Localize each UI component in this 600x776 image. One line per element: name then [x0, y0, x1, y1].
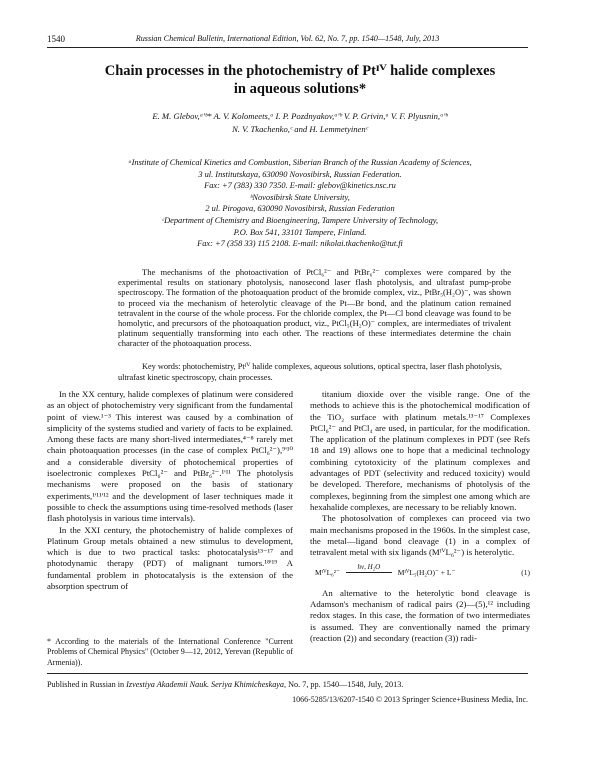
affiliation-line: Fax: +7 (358 33) 115 2108. E-mail: nikolai.tkachenko@tut.fi: [197, 239, 403, 249]
title-line: Chain processes in the photochemistry of Ptᴵⱽ halide complexes: [104, 63, 496, 79]
right-column: [310, 389, 530, 644]
russian-journal-name: Izvestiya Akademii Nauk. Seriya Khimicheskaya,: [126, 680, 287, 689]
published-prefix: Published in Russian in: [47, 680, 125, 689]
affiliation-line: 2 ul. Pirogova, 630090 Novosibirsk, Russian Federation: [205, 204, 395, 214]
body-paragraph: In the XX century, halide complexes of platinum were considered as an object of photochemistry very significant from the fundamental point of view.¹⁻³ This interest was caused by a combination of simplicity of the systems studied and variety of facts to be explained. Among these facts are many short-lived intermediates,⁴⁻⁸ rarely met chain photoaquation processes (in the case of complex PtCl₆²⁻),⁹'¹⁰ and a considerable diversity of photochemical properties of isoelectronic complexes PtCl₆²⁻ and PtBr₆²⁻.¹'¹¹ The photolysis mechanisms were proposed on the basis of stationary experiments,¹'¹¹'¹² and the development of laser techniques made it possible to check the assumptions using time-resolved methods (laser flash photolysis in various time intervals).: [47, 389, 293, 524]
affiliation-line: ᶜDepartment of Chemistry and Bioengineering, Tampere University of Technology,: [161, 215, 439, 225]
footnote: * According to the materials of the International Conference "Current Problems of Chemical Physics" (October 9—12, 2012, Yerevan (Republic of Armenia)).: [47, 637, 293, 667]
body-paragraph: titanium dioxide over the visible range. One of the methods to achieve this is the photochemical modification of the TiO₂ surface with platinum metals.¹³⁻¹⁷ Complexes PtCl₆²⁻ and PtCl₄ are used, in particular, for the modification. The application of the platinum complexes in PDT (see Refs 18 and 19) allows one to hope that a medicinal technology combining cytotoxicity of the platinum complexes and advantages of PDT (selectivity and reduced toxicity) would be developed. Therefore, mechanisms of photolysis of the complexes, beginning from the simplest one among which are hexahalide complexes, are necessary to be reliably known.: [310, 389, 530, 512]
left-column: [47, 389, 293, 592]
body-paragraph: An alternative to the heterolytic bond cleavage is Adamson's mechanism of radical pairs (2)—(5),¹² including redox stages. In this case, the formation of two intermediates is assumed. They are conventionally named the primary (reaction (2)) and secondary (reaction (3)) radi-: [310, 587, 530, 643]
equation-product: MᴵⱽL₅(H₂O)⁻ + L⁻: [397, 568, 456, 578]
keywords-text: photochemistry, Ptᴵⱽ halide complexes, aqueous solutions, optical spectra, laser flash photolysis, ultrafast kinetic spectroscopy, chain processes.: [118, 362, 502, 382]
article-title: [60, 62, 540, 98]
reaction-arrow: [346, 563, 392, 573]
page-number: 1540: [47, 34, 65, 44]
keywords: [118, 361, 511, 383]
author-line: E. M. Glebov,ᵃ'ᵇ* A. V. Kolomeets,ᵃ I. P. Pozdnyakov,ᵃ'ᵇ V. P. Grivin,ᵃ V. F. Plyusnin,ᵃ'ᵇ: [152, 111, 448, 121]
equation-conditions: hν, H₂O: [357, 563, 381, 572]
abstract: The mechanisms of the photoactivation of PtCl₆²⁻ and PtBr₆²⁻ complexes were compared by the experimental results on stationary photolysis, nanosecond laser flash photolysis, and ultrafast pump-probe spectroscopy. The formation of the photoaquation product of the bromide complex, viz., PtBr₅(H₂O)⁻, was shown to proceed via the mechanism of heterolytic cleavage of the Pt—Br bond, and the platinum cation remained tetravalent in the course of the whole process. For the chloride complex, the Pt—Cl bond cleavage was found to be homolytic, and precursors of the photoaquation product, viz., PtCl₅(H₂O)⁻ complex, are intermediates of trivalent platinum sequentially transforming into each other. The reactions of these intermediates determine the chain character of the photoaquation process.: [118, 267, 511, 349]
author-line: N. V. Tkachenko,ᶜ and H. Lemmetyinenᶜ: [232, 124, 368, 134]
affiliation-line: ᵇNovosibirsk State University,: [250, 192, 350, 202]
running-header: [47, 33, 528, 48]
affiliation-line: Fax: +7 (383) 330 7350. E-mail: glebov@kinetics.nsc.ru: [204, 181, 396, 191]
journal-citation: Russian Chemical Bulletin, International Edition, Vol. 62, No. 7, pp. 1540—1548, July, 2013: [135, 34, 440, 43]
affiliation-line: 3 ul. Institutskaya, 630090 Novosibirsk, Russian Federation.: [198, 169, 402, 179]
copyright-line: 1066-5285/13/6207-1540 © 2013 Springer Science+Business Media, Inc.: [292, 695, 528, 704]
equation-number: (1): [521, 568, 530, 578]
affiliation-line: ᵃInstitute of Chemical Kinetics and Combustion, Siberian Branch of the Russian Academy of Sciences,: [128, 158, 472, 167]
footer-divider: [47, 673, 528, 674]
affiliation-line: P.O. Box 541, 33101 Tampere, Finland.: [233, 227, 367, 237]
equation-1: [315, 563, 530, 578]
body-paragraph: In the XXI century, the photochemistry of halide complexes of Platinum Group metals obtained a new stimulus to development, which is due to two practical tasks: photocatalysis¹³⁻¹⁷ and photodynamic therapy (PDT) of malignant tumors.¹⁸'¹⁹ A fundamental problem in photocatalysis is the extension of the absorption spectrum of: [47, 524, 293, 592]
body-paragraph: The photosolvation of complexes can proceed via two main mechanisms proposed in the 1960s. In the simplest case, the metal—ligand bond cleavage (1) in a complex of tetravalent metal with six ligands (MᴵⱽL₆²⁻) is heterolytic.: [310, 513, 530, 558]
affiliations: [60, 157, 540, 250]
equation-reactant: MᴵⱽL₆²⁻: [315, 568, 340, 578]
published-suffix: No. 7, pp. 1540—1548, July, 2013.: [288, 680, 404, 689]
keywords-label: Key words:: [142, 362, 181, 371]
author-list: [80, 110, 520, 136]
title-line: in aqueous solutions*: [233, 81, 367, 97]
publication-note: [47, 680, 403, 689]
